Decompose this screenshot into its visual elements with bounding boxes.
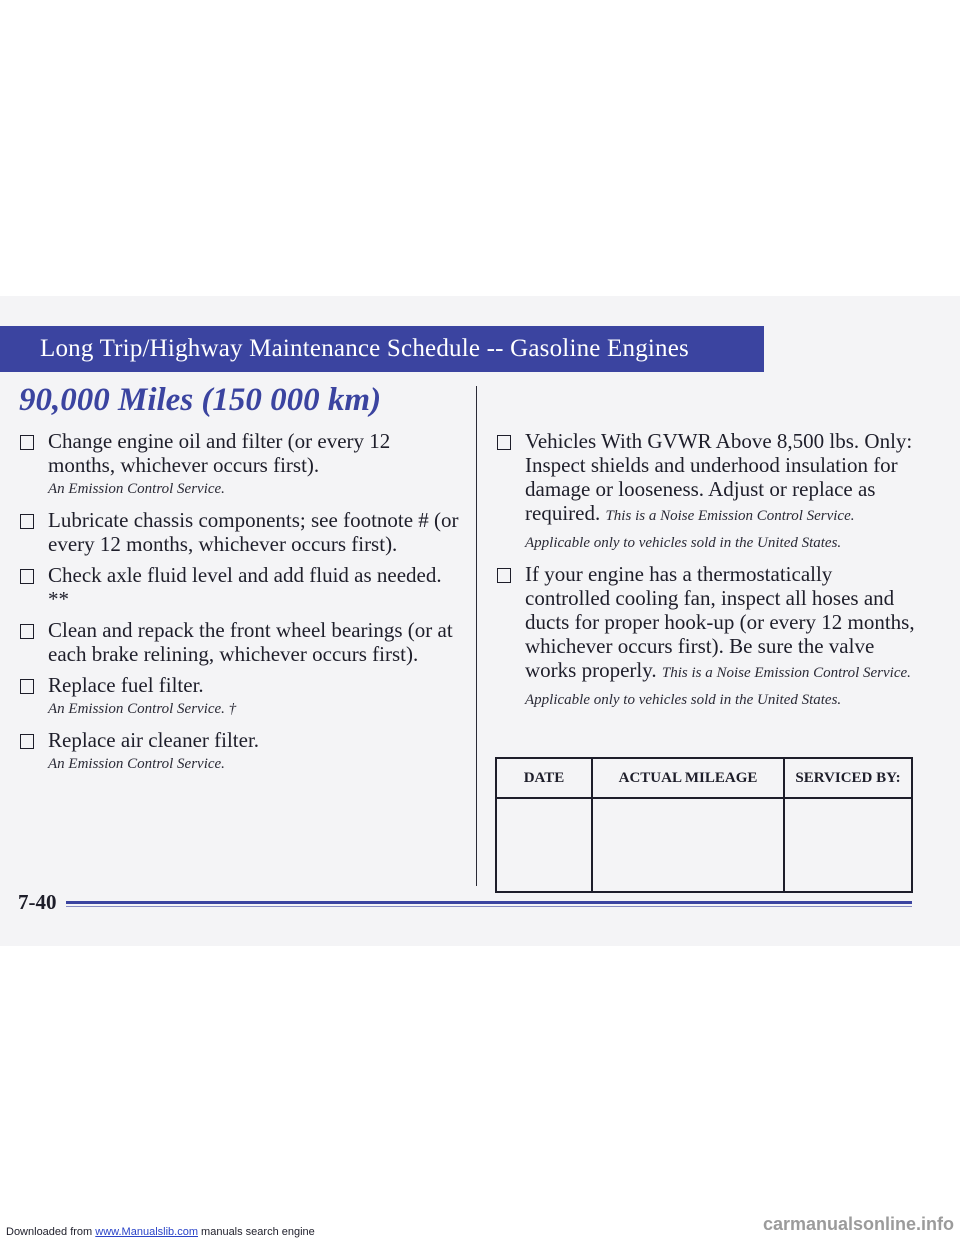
item-text: Replace fuel filter. (48, 673, 204, 697)
item-text: Check axle fluid level and add fluid as needed. ** (48, 563, 442, 611)
checklist-item (20, 618, 460, 666)
column-divider (476, 386, 477, 886)
item-text: Clean and repack the front wheel bearings (or at each brake relining, whichever occurs first). (48, 618, 453, 666)
right-column (497, 429, 922, 719)
item-text (525, 562, 922, 712)
item-note: An Emission Control Service. † (48, 701, 237, 717)
header-band (0, 326, 764, 372)
page-number: 7-40 (18, 890, 57, 914)
checklist-item (20, 673, 460, 721)
date-header: DATE (496, 758, 592, 798)
serviced-by-cell[interactable] (784, 798, 912, 892)
header-title: Long Trip/Highway Maintenance Schedule -- Gasoline Engines (40, 335, 689, 362)
item-note: This is a Noise Emission Control Service. Applicable only to vehicles sold in the United States. (525, 508, 855, 551)
footer-rule-thin (66, 906, 912, 907)
checkbox-icon[interactable] (20, 514, 34, 529)
item-text: Replace air cleaner filter. (48, 728, 260, 752)
checkbox-icon[interactable] (20, 679, 34, 694)
item-note: An Emission Control Service. (48, 756, 225, 772)
checklist-item (20, 728, 460, 776)
watermark: carmanualsonline.info (762, 1214, 954, 1234)
item-note: An Emission Control Service. (48, 481, 225, 497)
footer-rule (66, 901, 912, 904)
source-suffix: manuals search engine (201, 1226, 315, 1238)
checklist-item (20, 563, 460, 611)
checkbox-icon[interactable] (497, 435, 511, 450)
serviced-by-header: SERVICED BY: (784, 758, 912, 798)
item-text (525, 429, 922, 555)
manual-page (0, 296, 960, 946)
item-body: Vehicles With GVWR Above 8,500 lbs. Only: Inspect shields and underhood insulation for damage or looseness. Adjust or replace as required. (525, 429, 913, 525)
item-text: Lubricate chassis components; see footnote # (or every 12 months, whichever occurs first). (48, 508, 459, 556)
source-prefix: Downloaded from (6, 1226, 93, 1238)
checklist-item (497, 562, 922, 712)
checklist-item (497, 429, 922, 555)
checkbox-icon[interactable] (20, 734, 34, 749)
checkbox-icon[interactable] (20, 569, 34, 584)
service-record-table (495, 757, 913, 893)
item-note: This is a Noise Emission Control Service. Applicable only to vehicles sold in the United States. (525, 665, 911, 708)
checklist-item (20, 508, 460, 556)
checkbox-icon[interactable] (497, 568, 511, 583)
manualslib-link[interactable]: www.Manualslib.com (95, 1226, 198, 1238)
checkbox-icon[interactable] (20, 624, 34, 639)
mileage-cell[interactable] (592, 798, 784, 892)
download-source (6, 1226, 315, 1238)
left-column (20, 429, 460, 783)
section-title: 90,000 Miles (150 000 km) (19, 382, 382, 418)
item-text: Change engine oil and filter (or every 12 months, whichever occurs first). (48, 429, 391, 477)
checklist-item (20, 429, 460, 501)
date-cell[interactable] (496, 798, 592, 892)
checkbox-icon[interactable] (20, 435, 34, 450)
mileage-header: ACTUAL MILEAGE (592, 758, 784, 798)
item-body: If your engine has a thermostatically controlled cooling fan, inspect all hoses and ducts for proper hook-up (or every 12 months, whichever occurs first). Be sure the valve works properly. (525, 562, 915, 682)
